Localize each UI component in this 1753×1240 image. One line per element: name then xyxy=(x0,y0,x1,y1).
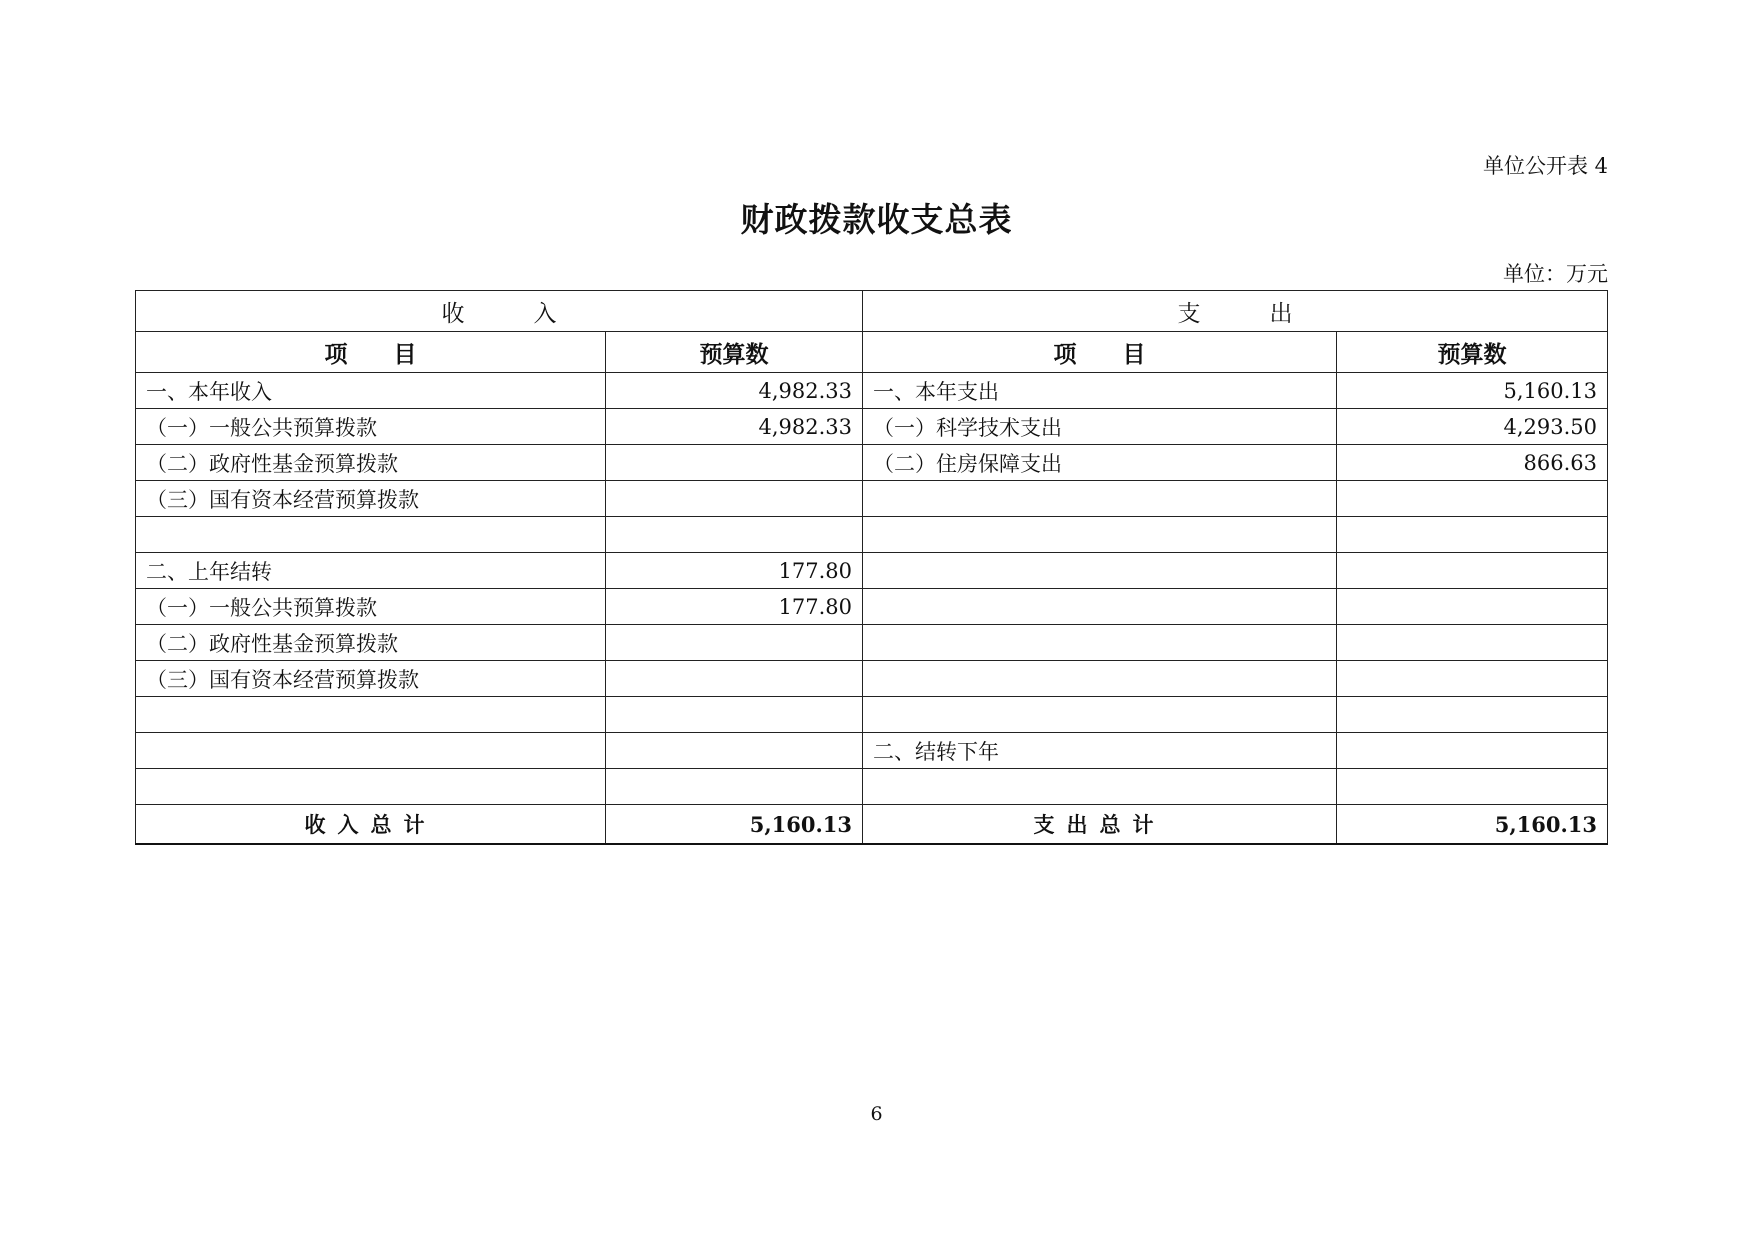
expense-item-header: 项 目 xyxy=(863,332,1337,373)
expense-total-value: 5,160.13 xyxy=(1337,805,1608,845)
income-item-cell: （二）政府性基金预算拨款 xyxy=(136,625,606,661)
income-value-cell xyxy=(606,733,863,769)
income-value-cell: 177.80 xyxy=(606,589,863,625)
income-value-cell: 4,982.33 xyxy=(606,373,863,409)
expense-value-cell xyxy=(1337,589,1608,625)
expense-item-cell xyxy=(863,517,1337,553)
table-row xyxy=(136,553,1608,589)
income-item-cell: （一）一般公共预算拨款 xyxy=(136,589,606,625)
expense-section-header: 支 出 xyxy=(863,291,1608,332)
page-number: 6 xyxy=(870,1103,883,1125)
expense-item-cell xyxy=(863,625,1337,661)
expense-value-cell: 5,160.13 xyxy=(1337,373,1608,409)
expense-item-cell: （二）住房保障支出 xyxy=(863,445,1337,481)
income-item-header: 项 目 xyxy=(136,332,606,373)
expense-value-cell xyxy=(1337,697,1608,733)
income-value-cell xyxy=(606,481,863,517)
income-item-cell xyxy=(136,697,606,733)
table-row xyxy=(136,517,1608,553)
budget-table xyxy=(135,290,1608,845)
income-value-cell xyxy=(606,661,863,697)
expense-value-cell: 866.63 xyxy=(1337,445,1608,481)
page-label: 单位公开表 4 xyxy=(1482,154,1608,178)
page-title: 财政拨款收支总表 xyxy=(740,200,1013,239)
table-row xyxy=(136,589,1608,625)
expense-value-cell xyxy=(1337,481,1608,517)
income-item-cell: （三）国有资本经营预算拨款 xyxy=(136,661,606,697)
table-row xyxy=(136,625,1608,661)
income-item-cell: 二、上年结转 xyxy=(136,553,606,589)
income-value-cell xyxy=(606,517,863,553)
table-row xyxy=(136,697,1608,733)
expense-budget-header: 预算数 xyxy=(1337,332,1608,373)
expense-item-cell: 二、结转下年 xyxy=(863,733,1337,769)
table-row xyxy=(136,769,1608,805)
table-row xyxy=(136,373,1608,409)
income-value-cell xyxy=(606,769,863,805)
income-value-cell: 177.80 xyxy=(606,553,863,589)
expense-item-cell xyxy=(863,697,1337,733)
expense-item-cell xyxy=(863,769,1337,805)
income-section-header: 收 入 xyxy=(136,291,863,332)
table-row xyxy=(136,409,1608,445)
expense-value-cell xyxy=(1337,553,1608,589)
income-item-cell: （一）一般公共预算拨款 xyxy=(136,409,606,445)
table-row xyxy=(136,445,1608,481)
income-item-cell: （三）国有资本经营预算拨款 xyxy=(136,481,606,517)
totals-row xyxy=(136,805,1608,845)
table-row xyxy=(136,481,1608,517)
income-value-cell: 4,982.33 xyxy=(606,409,863,445)
expense-item-cell xyxy=(863,553,1337,589)
income-value-cell xyxy=(606,625,863,661)
unit-label: 单位：万元 xyxy=(1503,262,1608,286)
income-item-cell xyxy=(136,769,606,805)
expense-item-cell xyxy=(863,589,1337,625)
expense-item-cell xyxy=(863,661,1337,697)
income-total-value: 5,160.13 xyxy=(606,805,863,845)
income-value-cell xyxy=(606,445,863,481)
expense-item-cell: （一）科学技术支出 xyxy=(863,409,1337,445)
expense-item-cell xyxy=(863,481,1337,517)
table-body xyxy=(136,373,1608,845)
income-item-cell xyxy=(136,733,606,769)
table-row xyxy=(136,661,1608,697)
expense-value-cell: 4,293.50 xyxy=(1337,409,1608,445)
income-item-cell xyxy=(136,517,606,553)
income-item-cell: （二）政府性基金预算拨款 xyxy=(136,445,606,481)
expense-value-cell xyxy=(1337,517,1608,553)
table-row xyxy=(136,733,1608,769)
income-budget-header: 预算数 xyxy=(606,332,863,373)
expense-value-cell xyxy=(1337,625,1608,661)
income-total-label: 收入总计 xyxy=(136,805,606,845)
expense-value-cell xyxy=(1337,769,1608,805)
expense-value-cell xyxy=(1337,733,1608,769)
expense-item-cell: 一、本年支出 xyxy=(863,373,1337,409)
income-item-cell: 一、本年收入 xyxy=(136,373,606,409)
expense-value-cell xyxy=(1337,661,1608,697)
income-value-cell xyxy=(606,697,863,733)
expense-total-label: 支出总计 xyxy=(863,805,1337,845)
